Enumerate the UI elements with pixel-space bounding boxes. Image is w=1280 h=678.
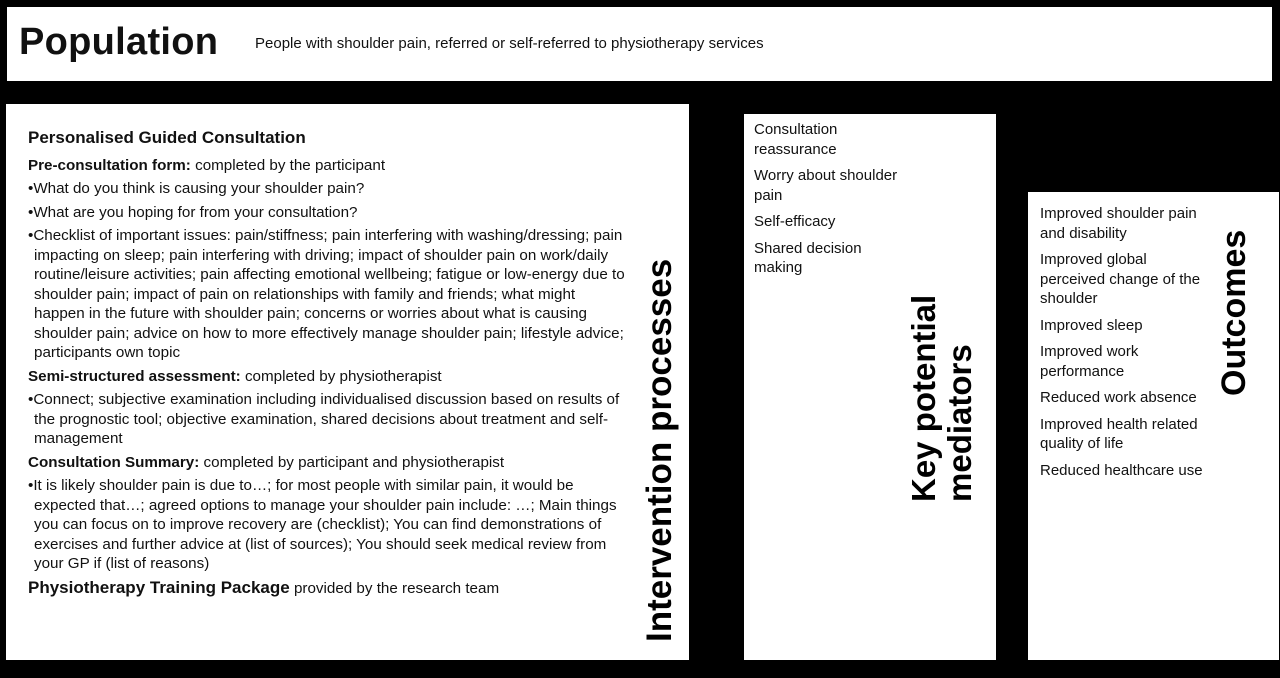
outcomes-list	[1040, 204, 1210, 487]
outcomes-box	[1028, 192, 1279, 660]
outcome-item: Improved sleep	[1040, 316, 1143, 334]
intervention-title: Intervention processes	[640, 258, 679, 642]
population-description: People with shoulder pain, referred or self-referred to physiotherapy services	[255, 35, 764, 52]
assessment-text: completed by physiotherapist	[244, 367, 442, 385]
mediators-list	[754, 120, 904, 285]
population-title: Population	[19, 21, 219, 63]
training-label: Physiotherapy Training Package	[28, 577, 290, 597]
summary-text: completed by participant and physiotherapist	[203, 453, 505, 471]
consultation-heading: Personalised Guided Consultation	[28, 128, 306, 147]
mediator-item: Self-efficacy	[754, 213, 836, 230]
training-heading	[28, 578, 628, 599]
mediator-item: Shared decision making	[754, 239, 862, 276]
assessment-bullet: •Connect; subjective examination including individualised discussion based on results of the prognostic tool; objective examination, shared decisions about treatment and self-management	[28, 391, 620, 447]
outcome-item: Reduced healthcare use	[1040, 461, 1203, 479]
summary-heading	[28, 453, 628, 473]
population-box	[6, 6, 1273, 82]
intervention-content	[28, 128, 628, 598]
assessment-heading	[28, 367, 628, 387]
summary-bullet: •It is likely shoulder pain is due to…; for most people with similar pain, it would be expected that…; agreed options to manage your shoulder pain include: …; Main things you can focus on to improve recovery are (checklist); You can find demonstrations of exercises and further advice at (list of sources); You should seek medical review from your GP if (list of reasons)	[28, 477, 617, 572]
outcome-item: Reduced work absence	[1040, 389, 1197, 406]
mediators-box	[744, 114, 996, 660]
training-text: provided by the research team	[293, 579, 500, 597]
pre-consultation-bullet: •What are you hoping for from your consultation?	[28, 203, 358, 221]
pre-consultation-text: completed by the participant	[195, 156, 386, 174]
pre-consultation-bullet: •Checklist of important issues: pain/stiffness; pain interfering with washing/dressing; pain impacting on sleep; pain interfering with driving; impact of shoulder pain on work/daily routine/leisure activities; pain affecting emotional wellbeing; fatigue or low-energy due to shoulder pain; impact of pain on relationships with family and friends; what might happen in the future with shoulder pain; concerns or worries about what is causing shoulder pain; advice on how to more effectively manage shoulder pain; lifestyle advice; participants own topic	[28, 227, 625, 361]
outcome-item: Improved work performance	[1040, 343, 1139, 380]
outcome-item: Improved health related quality of life	[1040, 415, 1198, 452]
intervention-box	[6, 104, 689, 660]
pre-consultation-heading	[28, 156, 628, 176]
mediator-item: Consultation reassurance	[754, 121, 838, 158]
pre-consultation-bullet: •What do you think is causing your shoulder pain?	[28, 180, 365, 197]
mediators-title	[906, 132, 978, 502]
outcomes-title: Outcomes	[1215, 229, 1253, 397]
assessment-label: Semi-structured assessment:	[28, 367, 241, 385]
pre-consultation-label: Pre-consultation form:	[28, 156, 191, 174]
summary-label: Consultation Summary:	[28, 453, 200, 471]
outcome-item: Improved shoulder pain and disability	[1040, 205, 1197, 242]
mediators-title-text: Key potential mediators	[905, 294, 978, 502]
outcome-item: Improved global perceived change of the shoulder	[1040, 251, 1201, 307]
mediator-item: Worry about shoulder pain	[754, 167, 898, 204]
